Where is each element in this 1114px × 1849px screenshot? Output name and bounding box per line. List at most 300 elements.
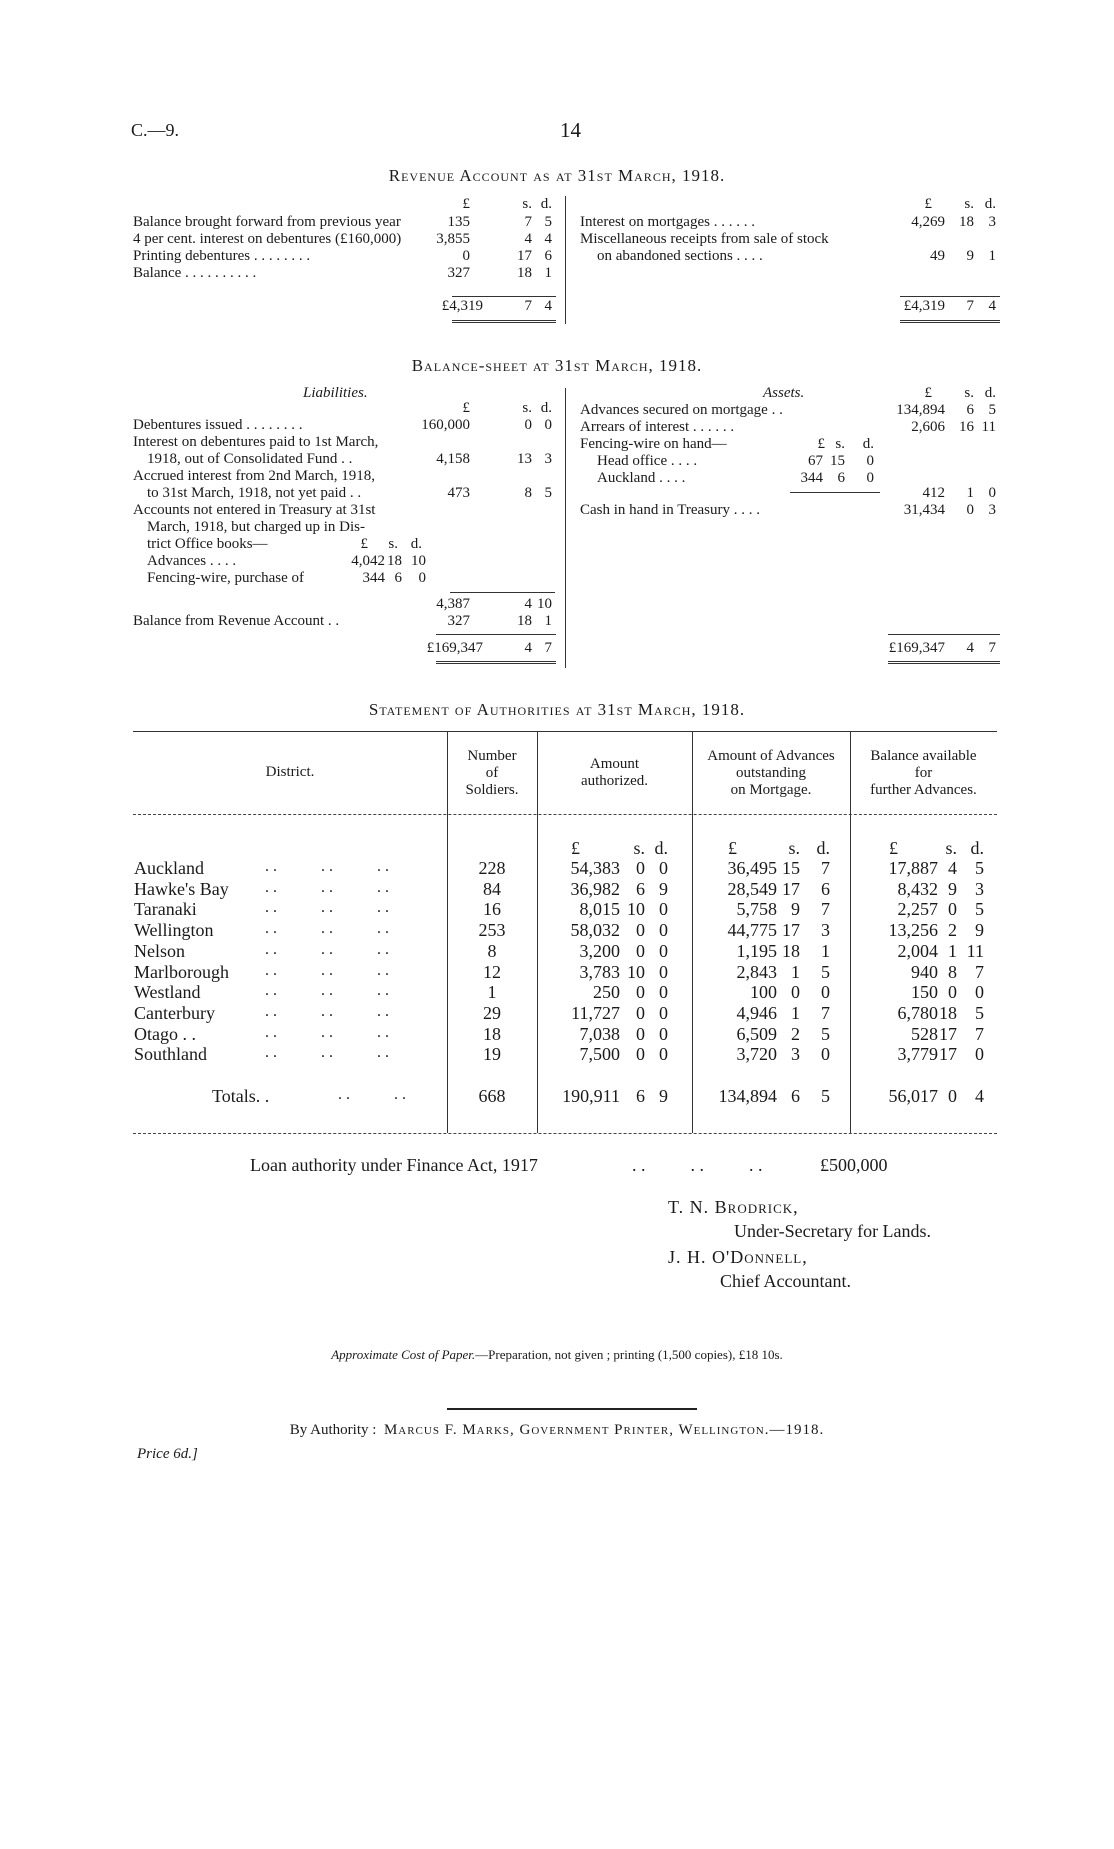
auth-pence: 0 (659, 858, 668, 878)
out-pence: 0 (821, 982, 830, 1003)
asset-total-rule (888, 634, 1000, 635)
header-pounds: £ (360, 536, 368, 552)
liability-sub-label: Fencing-wire, purchase of (147, 570, 305, 586)
amount-shillings: 6 (966, 402, 974, 418)
revenue-left-label: Printing debentures . . . . . . . . (133, 248, 311, 264)
header-pounds: £ (462, 196, 470, 212)
amount-shillings: 13 (517, 451, 532, 467)
auth-pence: 9 (659, 878, 668, 899)
signature-title-1: Under-Secretary for Lands. (734, 1221, 932, 1241)
district-name: Westland (134, 982, 201, 1003)
table-top-rule (133, 731, 997, 732)
liability-label: Accounts not entered in Treasury at 31st (133, 502, 376, 518)
amount-shillings: 0 (524, 417, 532, 433)
amount-shillings: 4 (524, 231, 532, 247)
out-pounds: 3,720 (736, 1044, 777, 1065)
soldiers-count: 29 (483, 1002, 501, 1023)
out-shillings: 1 (791, 961, 800, 982)
totals-soldiers: 668 (478, 1086, 506, 1106)
out-pounds: 1,195 (736, 940, 777, 961)
bal-shillings: 9 (948, 878, 957, 899)
amount-pence: 0 (418, 570, 426, 586)
document-ref: C.—9. (131, 120, 180, 140)
auth-pence: 0 (659, 899, 668, 920)
bal-pence: 4 (975, 1086, 984, 1106)
revenue-left-label: Balance . . . . . . . . . . (133, 265, 257, 281)
balance-from-revenue-label: Balance from Revenue Account . . (133, 613, 340, 629)
asset-sub-label: Auckland . . . . (597, 470, 686, 486)
district-name: Nelson (134, 940, 185, 961)
amount-pounds: 327 (447, 265, 470, 281)
dot-leader: . . . . . . (265, 940, 389, 958)
header-shillings: s. (964, 196, 974, 212)
revenue-right-label: Interest on mortgages . . . . . . (580, 214, 755, 230)
loan-leader: . . . . . . (632, 1155, 763, 1175)
amount-pence: 7 (988, 640, 996, 656)
liability-sub-rule (450, 592, 555, 593)
amount-pence: 4 (988, 298, 996, 314)
header-pounds: £ (462, 400, 470, 416)
amount-shillings: 9 (966, 248, 974, 264)
district-name: Southland (134, 1044, 208, 1065)
auth-shillings: 0 (636, 982, 645, 1003)
district-name: Wellington (134, 920, 214, 941)
amount-shillings: 0 (966, 502, 974, 518)
out-shillings: 1 (791, 1002, 800, 1023)
auth-pounds: 3,200 (579, 940, 620, 961)
out-pence: 5 (821, 961, 830, 982)
out-pounds: 36,495 (727, 858, 777, 878)
header-pence: d. (862, 436, 874, 452)
header-shillings: s. (522, 400, 532, 416)
page-number: 14 (560, 118, 581, 142)
out-shillings: 6 (791, 1086, 800, 1106)
amount-shillings: 18 (387, 553, 402, 569)
bal-shillings: 18 (939, 1002, 957, 1023)
bal-shillings: 8 (948, 961, 957, 982)
revenue-left-double-rule (452, 320, 556, 323)
bal-shillings: 0 (948, 899, 957, 920)
assets-heading: Assets. (763, 385, 805, 401)
header-balance: for (914, 765, 933, 781)
amount-pounds: 67 (808, 453, 823, 469)
bal-pence: 7 (975, 961, 984, 982)
auth-money-header: £ (571, 838, 580, 858)
district-name: Canterbury (134, 1002, 215, 1023)
out-pounds: 100 (750, 982, 777, 1003)
amount-pence: 1 (544, 613, 552, 629)
bal-shillings: 4 (948, 858, 957, 878)
header-shillings: s. (388, 536, 398, 552)
header-balance: further Advances. (870, 782, 977, 798)
auth-pence: 0 (659, 1023, 668, 1044)
dot-leader: . . . . . . (265, 858, 389, 875)
bal-money-header: £ (889, 838, 898, 858)
header-pence: d. (410, 536, 422, 552)
auth-pounds: 7,500 (579, 1044, 620, 1065)
out-pence: 3 (821, 920, 830, 941)
amount-pence: 3 (544, 451, 552, 467)
header-shillings: s. (964, 385, 974, 401)
amount-pounds: 412 (922, 485, 945, 501)
amount-pounds: 134,894 (896, 402, 945, 418)
soldiers-count: 18 (483, 1023, 501, 1044)
soldiers-count: 19 (483, 1044, 501, 1065)
signature-name-1: T. N. Brodrick, (668, 1197, 799, 1217)
auth-pounds: 3,783 (579, 961, 620, 982)
out-shillings: 2 (791, 1023, 800, 1044)
soldiers-count: 84 (483, 878, 501, 899)
auth-pence: 0 (659, 920, 668, 941)
amount-pence: 7 (544, 640, 552, 656)
auth-pounds: 8,015 (579, 899, 620, 920)
soldiers-count: 228 (478, 858, 506, 878)
out-money-header: £ (728, 838, 737, 858)
out-pence: 5 (821, 1086, 830, 1106)
district-name: Taranaki (134, 899, 197, 920)
balance-sheet-divider (565, 388, 566, 668)
liabilities-heading: Liabilities. (303, 385, 368, 401)
revenue-left-label: 4 per cent. interest on debentures (£160,000) (133, 231, 402, 247)
amount-shillings: 1 (966, 485, 974, 501)
amount-pence: 5 (544, 485, 552, 501)
dot-leader: . . . . . . (265, 920, 389, 938)
liability-sub-label: Advances . . . . (147, 553, 237, 569)
amount-shillings: 4 (524, 596, 532, 612)
dot-leader: . . . . . . (265, 982, 389, 1000)
liability-label: March, 1918, but charged up in Dis- (147, 519, 366, 535)
asset-label: Advances secured on mortgage . . (580, 402, 783, 418)
bal-pence: 9 (975, 920, 984, 941)
cost-text: —Preparation, not given ; printing (1,500 copies), £18 10s. (475, 1347, 783, 1362)
amount-pounds: 135 (447, 214, 470, 230)
revenue-left-rule (452, 296, 556, 297)
out-pence: 1 (821, 940, 830, 961)
amount-shillings: 7 (524, 298, 532, 314)
price: Price 6d.] (137, 1446, 198, 1462)
amount-shillings: 4 (966, 640, 974, 656)
header-balance: Balance available (870, 748, 977, 764)
bal-pence: 5 (975, 858, 984, 878)
amount-shillings: 4 (524, 640, 532, 656)
amount-pounds: 4,269 (911, 214, 945, 230)
bal-pounds: 3,779 (897, 1044, 938, 1065)
auth-pounds: 11,727 (571, 1002, 620, 1023)
auth-pence: 0 (659, 961, 668, 982)
amount-pounds: 4,387 (436, 596, 470, 612)
auth-pounds: 250 (593, 982, 620, 1003)
asset-sub-label: Head office . . . . (597, 453, 698, 469)
asset-label: Arrears of interest . . . . . . (580, 419, 735, 435)
out-pence: 7 (821, 899, 830, 920)
bal-pounds: 2,004 (897, 940, 938, 961)
soldiers-count: 253 (478, 920, 506, 941)
bal-shillings: 17 (939, 1044, 957, 1065)
bal-money-header: d. (970, 838, 984, 858)
footer-rule (447, 1408, 697, 1410)
liability-label: trict Office books— (147, 536, 268, 552)
amount-shillings: 8 (524, 485, 532, 501)
loan-text: Loan authority under Finance Act, 1917 (250, 1155, 538, 1175)
out-pounds: 6,509 (736, 1023, 777, 1044)
bal-pounds: 8,432 (897, 878, 938, 899)
amount-shillings: 18 (959, 214, 974, 230)
amount-pounds: 473 (447, 485, 470, 501)
out-pence: 6 (821, 878, 830, 899)
revenue-right-label: Miscellaneous receipts from sale of stock (580, 231, 829, 247)
out-pence: 7 (821, 1002, 830, 1023)
amount-shillings: 6 (394, 570, 402, 586)
header-pounds: £ (817, 436, 825, 452)
cash-in-treasury-label: Cash in hand in Treasury . . . . (580, 502, 760, 518)
soldiers-count: 1 (487, 982, 497, 1003)
auth-shillings: 6 (636, 878, 645, 899)
loan-amount: £500,000 (820, 1155, 888, 1175)
bal-pounds: 6,780 (897, 1002, 938, 1023)
amount-pence: 10 (411, 553, 426, 569)
amount-shillings: 17 (517, 248, 532, 264)
auth-shillings: 10 (627, 899, 645, 920)
liability-label: to 31st March, 1918, not yet paid . . (147, 485, 362, 501)
auth-pence: 0 (659, 1002, 668, 1023)
auth-shillings: 6 (636, 1086, 645, 1106)
revenue-right-rule (900, 296, 1000, 297)
amount-pounds: £169,347 (888, 640, 945, 656)
auth-shillings: 10 (627, 961, 645, 982)
header-district: District. (265, 764, 315, 780)
auth-pounds: 7,038 (579, 1023, 620, 1044)
bal-pounds: 150 (911, 982, 938, 1003)
header-authorized: authorized. (580, 773, 649, 789)
out-pounds: 5,758 (736, 899, 777, 920)
authorities-title: Statement of Authorities at 31st March, 1918. (368, 700, 746, 719)
amount-shillings: 6 (837, 470, 845, 486)
out-shillings: 18 (782, 940, 800, 961)
printer-line (0, 1422, 1114, 1439)
header-pence: d. (540, 196, 552, 212)
auth-shillings: 0 (636, 920, 645, 941)
out-pence: 7 (821, 858, 830, 878)
auth-pence: 0 (659, 940, 668, 961)
auth-pence: 9 (659, 1086, 668, 1106)
header-shillings: s. (835, 436, 845, 452)
amount-pounds: 4,042 (351, 553, 385, 569)
out-shillings: 15 (782, 858, 800, 878)
header-pounds: £ (924, 385, 932, 401)
bal-pence: 0 (975, 1044, 984, 1065)
amount-pounds: 344 (362, 570, 385, 586)
out-pounds: 134,894 (718, 1086, 777, 1106)
amount-pence: 5 (988, 402, 996, 418)
district-name: Marlborough (134, 961, 229, 982)
amount-pence: 0 (544, 417, 552, 433)
dot-leader: . . . . . . (265, 899, 389, 917)
auth-shillings: 0 (636, 1023, 645, 1044)
signature-title-2: Chief Accountant. (720, 1271, 851, 1291)
bal-shillings: 0 (948, 982, 957, 1003)
liability-label: Interest on debentures paid to 1st March, (133, 434, 379, 450)
auth-money-header: s. (633, 838, 645, 858)
liability-label: 1918, out of Consolidated Fund . . (147, 451, 353, 467)
auth-shillings: 0 (636, 940, 645, 961)
bal-pence: 3 (975, 878, 984, 899)
out-shillings: 3 (791, 1044, 800, 1065)
bal-pence: 7 (975, 1023, 984, 1044)
auth-shillings: 0 (636, 858, 645, 878)
totals-dot-leader: . . . . (338, 1086, 406, 1103)
revenue-title: Revenue Account as at 31st March, 1918. (388, 166, 726, 185)
amount-pence: 0 (866, 470, 874, 486)
bal-pounds: 13,256 (888, 920, 938, 941)
amount-pence: 5 (544, 214, 552, 230)
out-pounds: 28,549 (727, 878, 777, 899)
district-name: Otago . . (134, 1023, 196, 1044)
amount-pounds: 31,434 (903, 502, 945, 518)
amount-pence: 3 (988, 502, 996, 518)
bal-pence: 5 (975, 1002, 984, 1023)
auth-pence: 0 (659, 982, 668, 1003)
header-soldiers: Number (467, 748, 517, 764)
auth-shillings: 0 (636, 1044, 645, 1065)
out-pence: 5 (821, 1023, 830, 1044)
district-name: Hawke's Bay (134, 878, 229, 899)
header-soldiers: of (485, 765, 499, 781)
header-authorized: Amount (589, 756, 640, 772)
header-pence: d. (540, 400, 552, 416)
auth-shillings: 0 (636, 1002, 645, 1023)
amount-pence: 0 (866, 453, 874, 469)
dot-leader: . . . . . . (265, 961, 389, 979)
amount-pounds: £4,319 (441, 298, 483, 314)
amount-pounds: 4,158 (436, 451, 470, 467)
revenue-right-label: on abandoned sections . . . . (597, 248, 763, 264)
cost-label: Approximate Cost of Paper. (331, 1347, 476, 1362)
out-money-header: d. (816, 838, 830, 858)
bal-pence: 11 (966, 940, 984, 961)
soldiers-count: 12 (483, 961, 501, 982)
header-pounds: £ (924, 196, 932, 212)
bal-shillings: 17 (939, 1023, 957, 1044)
amount-pence: 1 (988, 248, 996, 264)
amount-pence: 4 (544, 298, 552, 314)
revenue-left-label: Balance brought forward from previous year (133, 214, 401, 230)
dot-leader: . . . . . . (265, 1002, 389, 1020)
amount-pence: 10 (537, 596, 552, 612)
bal-shillings: 2 (948, 920, 957, 941)
dot-leader: . . . . . . (265, 1044, 389, 1062)
district-name: Auckland (134, 858, 204, 878)
bal-money-header: s. (945, 838, 957, 858)
header-pence: d. (984, 196, 996, 212)
auth-pounds: 36,982 (570, 878, 620, 899)
liability-label: Debentures issued . . . . . . . . (133, 417, 303, 433)
amount-pounds: £169,347 (426, 640, 483, 656)
soldiers-count: 8 (487, 940, 497, 961)
auth-pence: 0 (659, 1044, 668, 1065)
amount-pounds: 160,000 (421, 417, 470, 433)
amount-shillings: 18 (517, 613, 532, 629)
dot-leader: . . . . . . (265, 1023, 389, 1041)
bal-pence: 5 (975, 899, 984, 920)
amount-pounds: 3,855 (436, 231, 470, 247)
header-outstanding: Amount of Advances (707, 748, 835, 764)
revenue-right-double-rule (900, 320, 1000, 323)
out-pence: 0 (821, 1044, 830, 1065)
bal-pounds: 528 (911, 1023, 938, 1044)
signature-name-2: J. H. O'Donnell, (668, 1247, 808, 1267)
soldiers-count: 16 (483, 899, 501, 920)
bal-pounds: 56,017 (888, 1086, 938, 1106)
amount-shillings: 16 (959, 419, 974, 435)
header-pence: d. (984, 385, 996, 401)
asset-label: Fencing-wire on hand— (580, 436, 727, 452)
header-soldiers: Soldiers. (465, 782, 519, 798)
bal-shillings: 0 (948, 1086, 957, 1106)
amount-shillings: 7 (966, 298, 974, 314)
amount-pounds: 49 (930, 248, 945, 264)
amount-pence: 0 (988, 485, 996, 501)
amount-shillings: 18 (517, 265, 532, 281)
amount-shillings: 15 (830, 453, 845, 469)
liability-label: Accrued interest from 2nd March, 1918, (133, 468, 376, 484)
bal-pounds: 2,257 (897, 899, 938, 920)
amount-pence: 3 (988, 214, 996, 230)
amount-pence: 4 (544, 231, 552, 247)
asset-total-double-rule (888, 661, 1000, 664)
amount-pence: 6 (544, 248, 552, 264)
totals-label: Totals. . (212, 1086, 270, 1106)
amount-pence: 1 (544, 265, 552, 281)
header-shillings: s. (522, 196, 532, 212)
amount-pounds: 327 (447, 613, 470, 629)
amount-pounds: 0 (462, 248, 470, 264)
table-header-rule (133, 814, 997, 815)
authority-label: By Authority : (289, 1422, 377, 1438)
amount-pounds: 2,606 (911, 419, 945, 435)
liability-total-double-rule (436, 661, 556, 664)
out-shillings: 0 (791, 982, 800, 1003)
auth-pounds: 54,383 (570, 858, 620, 878)
auth-money-header: d. (654, 838, 668, 858)
out-pounds: 44,775 (727, 920, 777, 941)
out-shillings: 17 (782, 920, 800, 941)
liability-total-rule (436, 634, 556, 635)
out-money-header: s. (788, 838, 800, 858)
amount-shillings: 7 (524, 214, 532, 230)
amount-pounds: £4,319 (903, 298, 945, 314)
printer-name: Marcus F. Marks, Government Printer, Wellington.—1918. (383, 1422, 825, 1438)
out-shillings: 9 (791, 899, 800, 920)
auth-pounds: 190,911 (562, 1086, 620, 1106)
bal-shillings: 1 (948, 940, 957, 961)
bal-pounds: 17,887 (888, 858, 938, 878)
table-bottom-rule (133, 1133, 997, 1134)
balance-sheet-title: Balance-sheet at 31st March, 1918. (411, 356, 703, 375)
cost-of-paper (0, 1347, 1114, 1363)
out-pounds: 4,946 (736, 1002, 777, 1023)
auth-pounds: 58,032 (570, 920, 620, 941)
revenue-divider (565, 196, 566, 324)
bal-pence: 0 (975, 982, 984, 1003)
out-shillings: 17 (782, 878, 800, 899)
amount-pounds: 344 (800, 470, 823, 486)
header-outstanding: outstanding (736, 765, 806, 781)
header-outstanding: on Mortgage. (730, 782, 812, 798)
bal-pounds: 940 (911, 961, 938, 982)
out-pounds: 2,843 (736, 961, 777, 982)
amount-pence: 11 (981, 419, 996, 435)
dot-leader: . . . . . . (265, 878, 389, 896)
